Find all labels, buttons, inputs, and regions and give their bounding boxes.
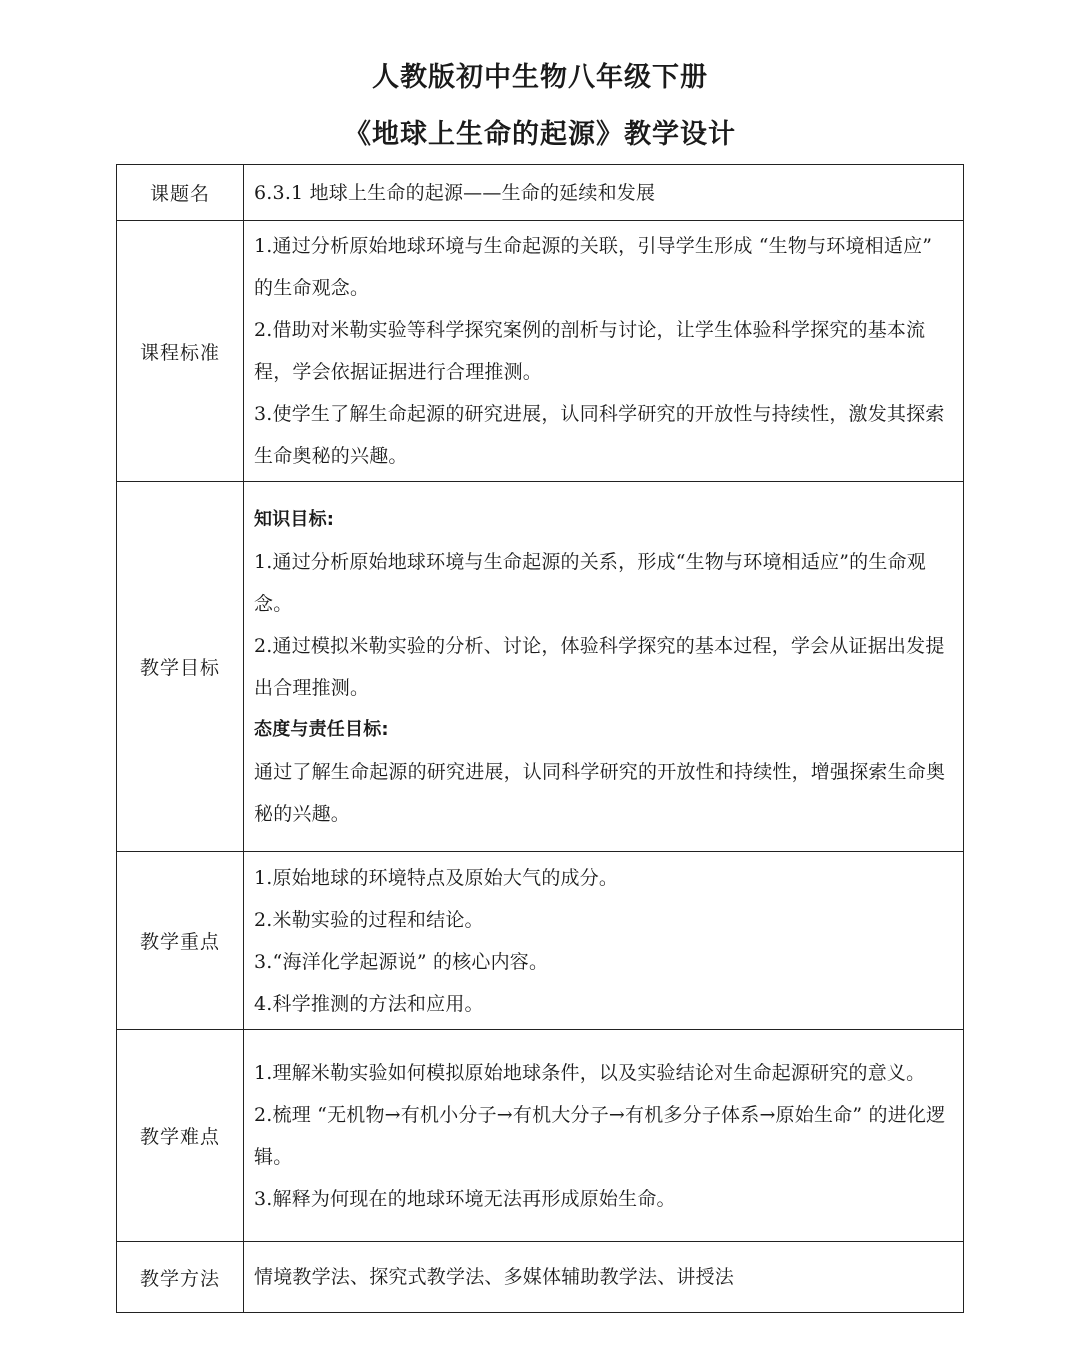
teaching-objectives-label: 教学目标: [117, 482, 244, 852]
knowledge-objectives-heading: 知识目标:: [254, 508, 335, 530]
document-title-line-1: 人教版初中生物八年级下册: [372, 62, 708, 93]
table-row-key-points: [117, 852, 964, 1030]
methods-label: 教学方法: [117, 1242, 244, 1313]
key-points-label: 教学重点: [117, 852, 244, 1030]
table-row-difficult-points: [117, 1030, 964, 1242]
key-point-item: 4.科学推测的方法和应用。: [254, 992, 484, 1015]
curriculum-standard-item: 1.通过分析原始地球环境与生命起源的关联，引导学生形成 “生物与环境相适应” 的生命观念。: [254, 235, 933, 299]
attitude-objective-text: 通过了解生命起源的研究进展，认同科学研究的开放性和持续性，增强探索生命奥秘的兴趣。: [254, 760, 946, 825]
curriculum-standard-item: 2.借助对米勒实验等科学探究案例的剖析与讨论，让学生体验科学探究的基本流程，学会依据证据进行合理推测。: [254, 319, 926, 383]
curriculum-standard-label: 课程标准: [117, 221, 244, 482]
difficult-point-item: 3.解释为何现在的地球环境无法再形成原始生命。: [254, 1187, 676, 1210]
key-point-item: 1.原始地球的环境特点及原始大气的成分。: [254, 866, 619, 889]
attitude-objectives-heading: 态度与责任目标:: [254, 718, 389, 740]
document-title-line-2: 《地球上生命的起源》教学设计: [344, 119, 736, 150]
topic-value: 6.3.1 地球上生命的起源——生命的延续和发展: [244, 165, 964, 221]
table-row-curriculum-standard: [117, 221, 964, 482]
curriculum-standard-content: [244, 221, 964, 482]
topic-label: 课题名: [117, 165, 244, 221]
difficult-points-label: 教学难点: [117, 1030, 244, 1242]
knowledge-objective-item: 1.通过分析原始地球环境与生命起源的关系，形成“生物与环境相适应”的生命观念。: [254, 550, 926, 615]
key-points-content: [244, 852, 964, 1030]
curriculum-standard-item: 3.使学生了解生命起源的研究进展，认同科学研究的开放性与持续性，激发其探索生命奥秘的兴趣。: [254, 403, 945, 467]
difficult-point-item: 1.理解米勒实验如何模拟原始地球条件，以及实验结论对生命起源研究的意义。: [254, 1061, 926, 1084]
difficult-point-item: 2.梳理 “无机物→有机小分子→有机大分子→有机多分子体系→原始生命” 的进化逻辑。: [254, 1103, 946, 1168]
methods-value: 情境教学法、探究式教学法、多媒体辅助教学法、讲授法: [244, 1242, 964, 1313]
table-row-methods: [117, 1242, 964, 1313]
key-point-item: 3.“海洋化学起源说” 的核心内容。: [254, 950, 549, 973]
table-row-topic: [117, 165, 964, 221]
table-row-teaching-objectives: [117, 482, 964, 852]
key-point-item: 2.米勒实验的过程和结论。: [254, 908, 484, 931]
lesson-plan-table: [116, 164, 964, 1313]
teaching-objectives-content: [244, 482, 964, 852]
difficult-points-content: [244, 1030, 964, 1242]
knowledge-objective-item: 2.通过模拟米勒实验的分析、讨论，体验科学探究的基本过程，学会从证据出发提出合理推测。: [254, 634, 945, 699]
